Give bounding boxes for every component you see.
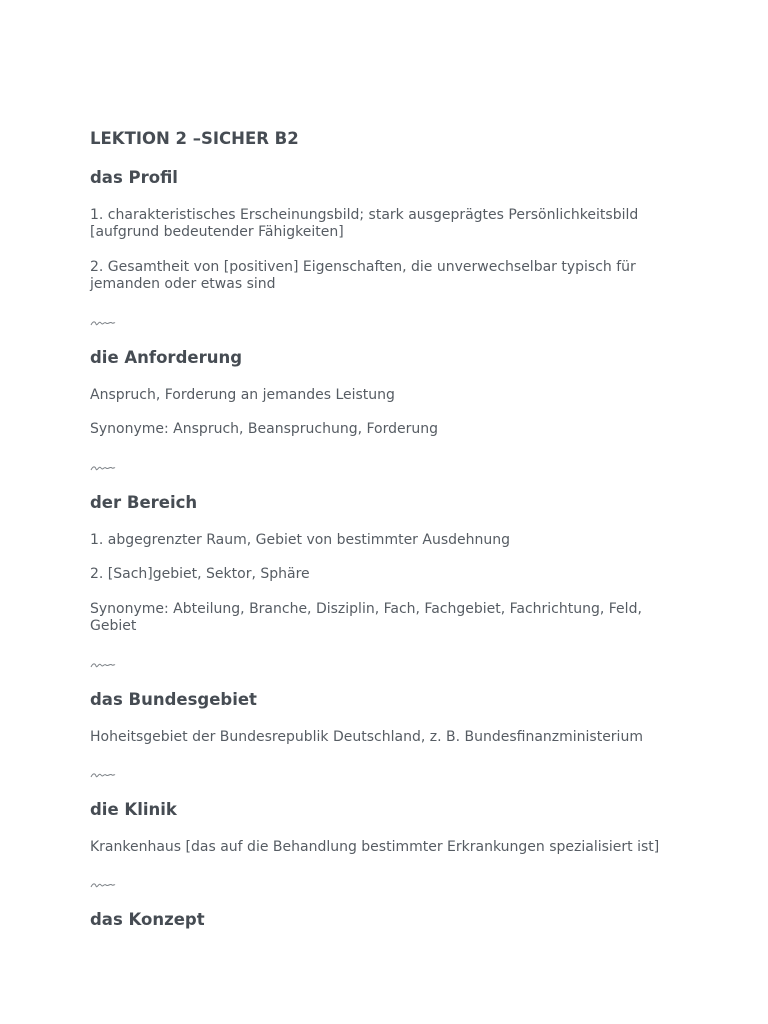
entry-definition: Synonyme: Anspruch, Beanspruchung, Forderung (90, 421, 439, 437)
entry-definition: 2. Gesamtheit von [positiven] Eigenschaften, die unverwechselbar typisch für jemanden oder etwas sind (90, 259, 636, 292)
entry-term: die Anforderung (90, 348, 243, 367)
entry-definition: 1. abgegrenzter Raum, Gebiet von bestimmter Ausdehnung (90, 532, 511, 548)
flourish-divider-icon (90, 318, 120, 330)
flourish-divider-icon (90, 770, 120, 782)
entry-definition: 1. charakteristisches Erscheinungsbild; stark ausgeprägtes Persönlichkeitsbild [aufgrund bedeutender Fähigkeiten] (90, 207, 639, 240)
flourish-divider-icon (90, 880, 120, 892)
entry-definition: Synonyme: Abteilung, Branche, Disziplin, Fach, Fachgebiet, Fachrichtung, Feld, Gebiet (90, 601, 642, 634)
entry-definition: Hoheitsgebiet der Bundesrepublik Deutschland, z. B. Bundesfinanzministerium (90, 729, 643, 745)
entry-term: das Konzept (90, 910, 205, 929)
entry-term: das Bundesgebiet (90, 690, 257, 709)
entry-term: der Bereich (90, 493, 198, 512)
entry-definition: Krankenhaus [das auf die Behandlung bestimmter Erkrankungen spezialisiert ist] (90, 839, 660, 855)
entry-term: das Profil (90, 168, 178, 187)
entry-definition: Anspruch, Forderung an jemandes Leistung (90, 387, 395, 403)
page-title: LEKTION 2 –SICHER B2 (90, 129, 299, 148)
entry-definition: 2. [Sach]gebiet, Sektor, Sphäre (90, 566, 310, 582)
flourish-divider-icon (90, 463, 120, 475)
flourish-divider-icon (90, 660, 120, 672)
entry-term: die Klinik (90, 800, 177, 819)
